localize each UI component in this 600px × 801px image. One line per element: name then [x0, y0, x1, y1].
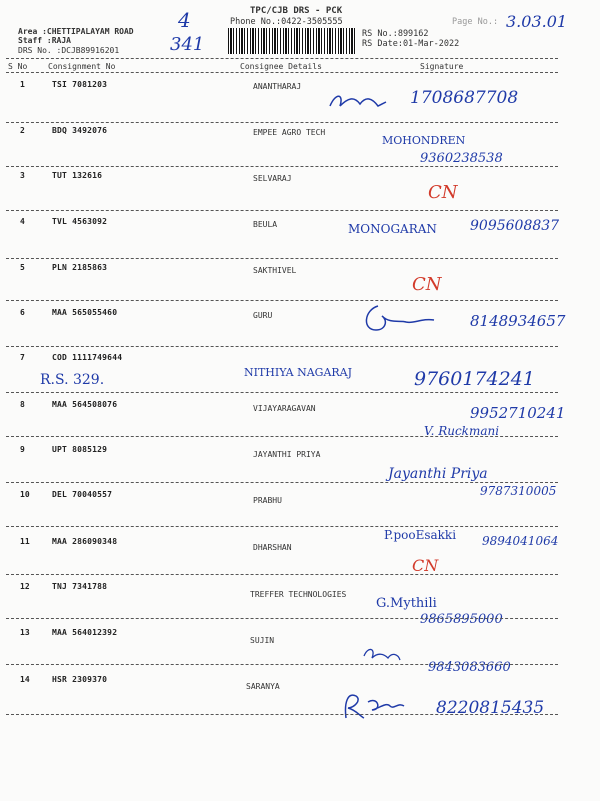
row-divider — [6, 210, 558, 211]
row-consignee: GURU — [253, 311, 273, 320]
row-consignment: HSR 2309370 — [52, 675, 108, 684]
header-divider-bottom — [6, 72, 558, 73]
row-divider — [6, 122, 558, 123]
row-sig-phone: CN — [412, 274, 442, 295]
hand-page-number: 4 — [178, 8, 191, 32]
col-consignment: Consignment No — [48, 62, 116, 71]
signature-scribble — [338, 688, 412, 722]
row-sno: 6 — [20, 308, 25, 317]
row-divider — [6, 436, 558, 437]
row-divider — [6, 482, 558, 483]
signature-scribble — [360, 302, 440, 336]
row-sno: 5 — [20, 263, 25, 272]
row-consignee: JAYANTHI PRIYA — [253, 450, 321, 459]
hand-date: 3.03.01 — [506, 12, 568, 31]
row-consignee: SARANYA — [246, 682, 280, 691]
row-divider — [6, 618, 558, 619]
row-consignee: TREFFER TECHNOLOGIES — [250, 590, 347, 599]
row-sig-name: MOHONDREN — [382, 134, 466, 147]
area-label: Area :CHETTIPALAYAM ROAD — [18, 27, 134, 36]
row-sig-phone: 9360238538 — [420, 151, 503, 166]
staff-label: Staff :RAJA — [18, 36, 71, 45]
row-divider — [6, 258, 558, 259]
col-sno: S No — [8, 62, 28, 71]
row7-note: R.S. 329. — [40, 372, 105, 388]
row-consignment: TVL 4563092 — [52, 217, 108, 226]
row-consignment: PLN 2185863 — [52, 263, 108, 272]
row-sno: 8 — [20, 400, 25, 409]
rs-date: RS Date:01-Mar-2022 — [362, 39, 460, 49]
signature-scribble — [326, 90, 390, 114]
row-consignment: MAA 286090348 — [52, 537, 118, 546]
row-divider — [6, 392, 558, 393]
row-sig-phone: 9952710241 — [470, 404, 566, 422]
row-consignee: ANANTHARAJ — [253, 82, 302, 91]
drs-number: DRS No. :DCJB89916201 — [18, 46, 120, 55]
row-divider — [6, 574, 558, 575]
row-consignment: MAA 565055460 — [52, 308, 118, 317]
row-sig-phone: 9760174241 — [414, 368, 535, 390]
row11-cn: CN — [412, 556, 439, 575]
row-sno: 10 — [20, 490, 30, 499]
row-consignment: COD 1111749644 — [52, 353, 123, 362]
row-consignee: DHARSHAN — [253, 543, 292, 552]
phone-number: Phone No.:0422-3505555 — [230, 17, 343, 27]
row-consignment: TNJ 7341788 — [52, 582, 108, 591]
row-sno: 3 — [20, 171, 25, 180]
row-consignment: TSI 7081203 — [52, 80, 108, 89]
col-signature: Signature — [420, 62, 464, 71]
row-sig-phone: 9894041064 — [482, 534, 559, 548]
row-sig-name: Jayanthi Priya — [388, 466, 488, 482]
row-sig-phone: 8148934657 — [470, 312, 566, 330]
row-sno: 9 — [20, 445, 25, 454]
hand-count: 341 — [170, 34, 205, 55]
row-sno: 14 — [20, 675, 30, 684]
row-consignee: SAKTHIVEL — [253, 266, 297, 275]
row-divider — [6, 346, 558, 347]
row-consignee: SELVARAJ — [253, 174, 292, 183]
col-consignee: Consignee Details — [240, 62, 322, 71]
row-consignment: BDQ 3492076 — [52, 126, 108, 135]
row-sig-phone: 1708687708 — [410, 88, 519, 108]
row-sno: 1 — [20, 80, 25, 89]
row-sno: 7 — [20, 353, 25, 362]
row-divider — [6, 300, 558, 301]
row-consignment: UPT 8085129 — [52, 445, 108, 454]
row-consignee: SUJIN — [250, 636, 275, 645]
row-consignment: DEL 70040557 — [52, 490, 113, 499]
barcode — [228, 28, 356, 54]
row-consignee: PRABHU — [253, 496, 282, 505]
row-consignee: EMPEE AGRO TECH — [253, 128, 326, 137]
row-sig-phone: CN — [428, 182, 458, 203]
row-sig-name: G.Mythili — [376, 596, 437, 611]
row-sig-phone: 8220815435 — [436, 698, 545, 718]
header-divider-top — [6, 58, 558, 59]
row-sno: 13 — [20, 628, 30, 637]
row-sno: 11 — [20, 537, 30, 546]
page-label: Page No.: — [452, 17, 499, 27]
row-sig-name: V. Ruckmani — [424, 424, 500, 438]
row-sno: 4 — [20, 217, 25, 226]
row-sig-phone: 9787310005 — [480, 484, 557, 498]
row-divider — [6, 166, 558, 167]
row-sig-phone: 9095608837 — [470, 218, 560, 234]
document-title: TPC/CJB DRS - PCK — [250, 6, 343, 16]
row-sig-phone: 9865895000 — [420, 612, 503, 627]
row-consignment: MAA 564012392 — [52, 628, 118, 637]
row-sig-name: P.pooEsakki — [384, 528, 457, 542]
row-divider — [6, 664, 558, 665]
row-consignment: MAA 564508076 — [52, 400, 118, 409]
row-sig-phone: 9843083660 — [428, 660, 511, 675]
signature-scribble — [360, 644, 404, 666]
rs-number: RS No.:899162 — [362, 29, 429, 39]
row-sig-name: MONOGARAN — [348, 222, 437, 236]
row-sno: 12 — [20, 582, 30, 591]
row-consignment: TUT 132616 — [52, 171, 103, 180]
row-sno: 2 — [20, 126, 25, 135]
row-consignee: VIJAYARAGAVAN — [253, 404, 316, 413]
row-divider — [6, 714, 558, 715]
row-consignee: BEULA — [253, 220, 278, 229]
row-sig-name: NITHIYA NAGARAJ — [244, 366, 353, 379]
row-divider — [6, 526, 558, 527]
